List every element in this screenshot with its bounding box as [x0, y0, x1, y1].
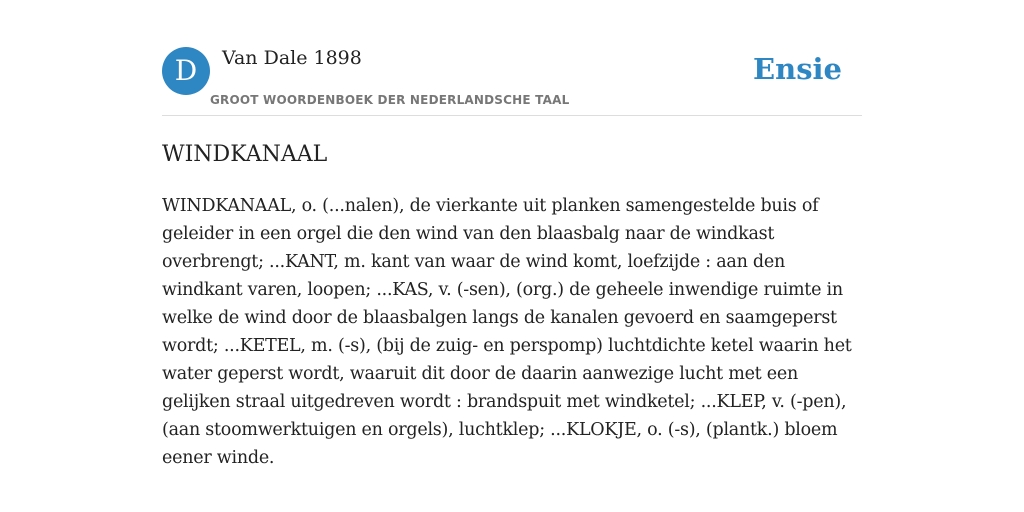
- ensie-logo[interactable]: Ensie: [753, 52, 842, 86]
- source-avatar[interactable]: D: [162, 47, 210, 95]
- source-title[interactable]: Van Dale 1898: [222, 47, 362, 69]
- entry-card: [162, 0, 862, 512]
- source-subtitle: GROOT WOORDENBOEK DER NEDERLANDSCHE TAAL: [210, 93, 570, 107]
- source-header: [162, 0, 862, 116]
- entry-definition: WINDKANAAL, o. (...nalen), de vierkante uit planken samengestelde buis of geleider in een orgel die den wind van den blaasbalg naar de windkast overbrengt; ...KANT, m. kant van waar de wind komt, loefzijde : aan den windkant varen, loopen; ...KAS, v. (-sen), (org.) de geheele inwendige ruimte in welke de wind door de blaasbalgen langs de kanalen gevoerd en saamgeperst wordt; ...KETEL, m. (-s), (bij de zuig- en perspomp) luchtdichte ketel waarin het water geperst wordt, waaruit dit door de daarin aanwezige lucht met een gelijken straal uitgedreven wordt : brandspuit met windketel; ...KLEP, v. (-pen), (aan stoomwerktuigen en orgels), luchtklep; ...KLOKJE, o. (-s), (plantk.) bloem eener winde.: [162, 196, 852, 468]
- entry-title: WINDKANAAL: [162, 142, 328, 167]
